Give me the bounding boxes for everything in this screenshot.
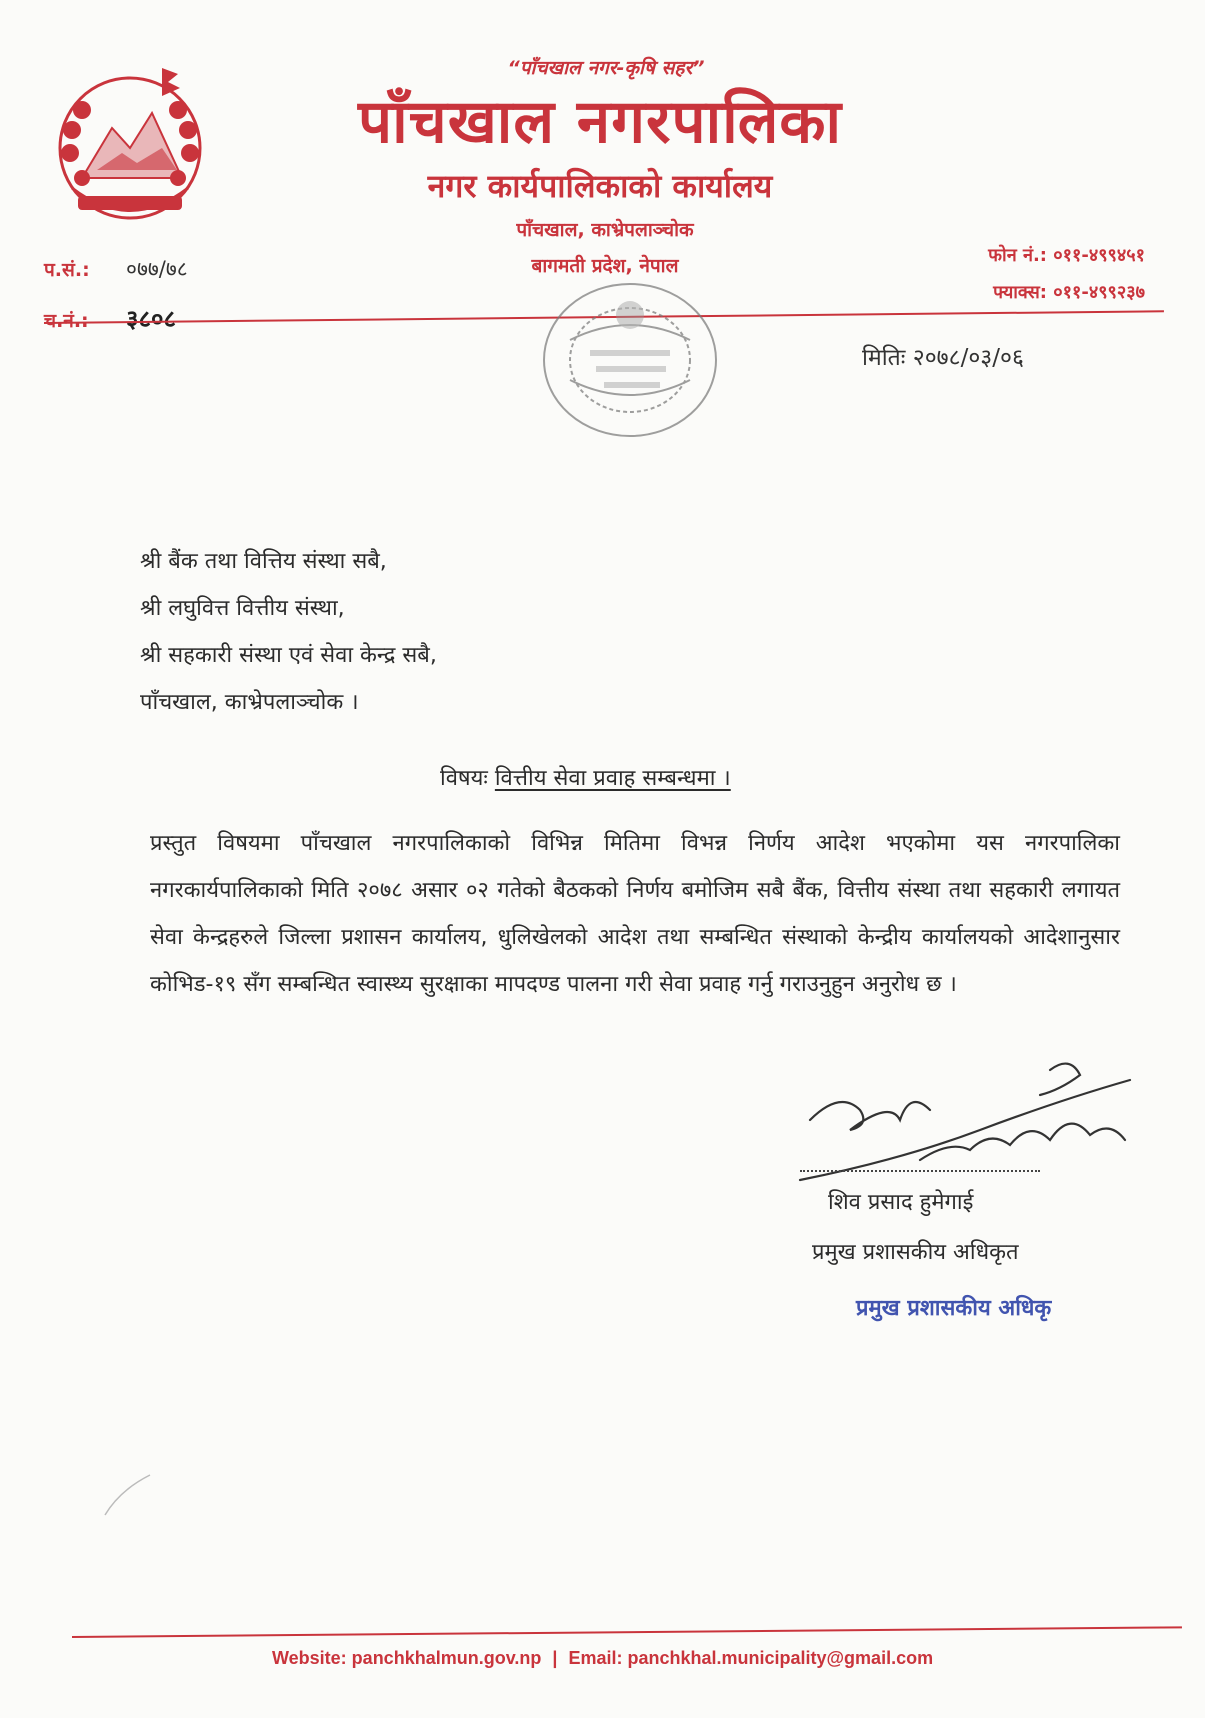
- footer-email: Email: panchkhal.municipality@gmail.com: [568, 1648, 934, 1668]
- signer-name: शिव प्रसाद हुमेगाई: [828, 1190, 974, 1215]
- nepal-emblem-icon: [42, 58, 218, 228]
- letter-date: मितिः २०७८/०३/०६: [862, 345, 1024, 371]
- subject-label: विषयः: [440, 766, 488, 791]
- scratch-mark-icon: [100, 1470, 160, 1520]
- footer-contact: [272, 1648, 933, 1669]
- phone-number: [988, 243, 1145, 267]
- ps-label: प.सं.:: [44, 259, 90, 281]
- office-name: नगर कार्यपालिकाको कार्यालय: [427, 167, 773, 205]
- recipients-block: [140, 538, 437, 726]
- subject-text: वित्तीय सेवा प्रवाह सम्बन्धमा ।: [494, 766, 731, 791]
- fax-number: [993, 280, 1145, 304]
- footer-separator: |: [552, 1648, 558, 1668]
- ps-value: ०७७/७८: [126, 257, 188, 281]
- recipient-line: श्री बैंक तथा वित्तिय संस्था सबै,: [140, 549, 387, 574]
- cn-value: ३८०८: [126, 304, 176, 333]
- municipality-name: पाँचखाल नगरपालिका: [358, 87, 842, 157]
- subject-line: [440, 762, 731, 792]
- footer-website: Website: panchkhalmun.gov.np: [272, 1648, 542, 1668]
- handwritten-signature-icon: [780, 1050, 1180, 1200]
- phone-label: फोन नं.:: [988, 245, 1047, 266]
- fax-label: फ्याक्स:: [993, 282, 1047, 303]
- address-line-1: पाँचखाल, काभ्रेपलाञ्चोक: [516, 219, 694, 241]
- office-seal-icon: [530, 270, 730, 450]
- recipient-line: श्री सहकारी संस्था एवं सेवा केन्द्र सबै,: [140, 643, 437, 668]
- reference-cn: [44, 302, 176, 335]
- designation-stamp: प्रमुख प्रशासकीय अधिकृ: [856, 1296, 1052, 1321]
- letter-body: प्रस्तुत विषयमा पाँचखाल नगरपालिकाको विभिन्न मितिमा विभन्न निर्णय आदेश भएकोमा यस नगरपालिका नगरकार्यपालिकाको मिति २०७८ असार ०२ गतेको बैठकको निर्णय बमोजिम सबै बैंक, वित्तीय संस्था तथा सहकारी लगायत सेवा केन्द्रहरुले जिल्ला प्रशासन कार्यालय, धुलिखेलको आदेश तथा सम्बन्धित संस्थाको केन्द्रीय कार्यालयको आदेशानुसार कोभिड-१९ सँग सम्बन्धित स्वास्थ्य सुरक्षाका मापदण्ड पालना गरी सेवा प्रवाह गर्नु गराउनुहुन अनुरोध छ ।: [150, 831, 1120, 997]
- recipient-line: पाँचखाल, काभ्रेपलाञ्चोक ।: [140, 690, 359, 715]
- reference-ps: [44, 255, 188, 283]
- cn-label: [44, 307, 120, 333]
- fax-value: ०११-४९९२३७: [1053, 282, 1145, 303]
- signature-dotted-line: [800, 1170, 1040, 1172]
- signer-title: प्रमुख प्रशासकीय अधिकृत: [812, 1240, 1019, 1265]
- recipient-line: श्री लघुवित्त वित्तीय संस्था,: [140, 596, 345, 621]
- address-line-2: बागमती प्रदेश, नेपाल: [531, 255, 679, 277]
- phone-value: ०११-४९९४५१: [1053, 245, 1145, 266]
- footer-divider: [72, 1626, 1182, 1638]
- slogan: “पाँचखाल नगर-कृषि सहर”: [507, 57, 705, 79]
